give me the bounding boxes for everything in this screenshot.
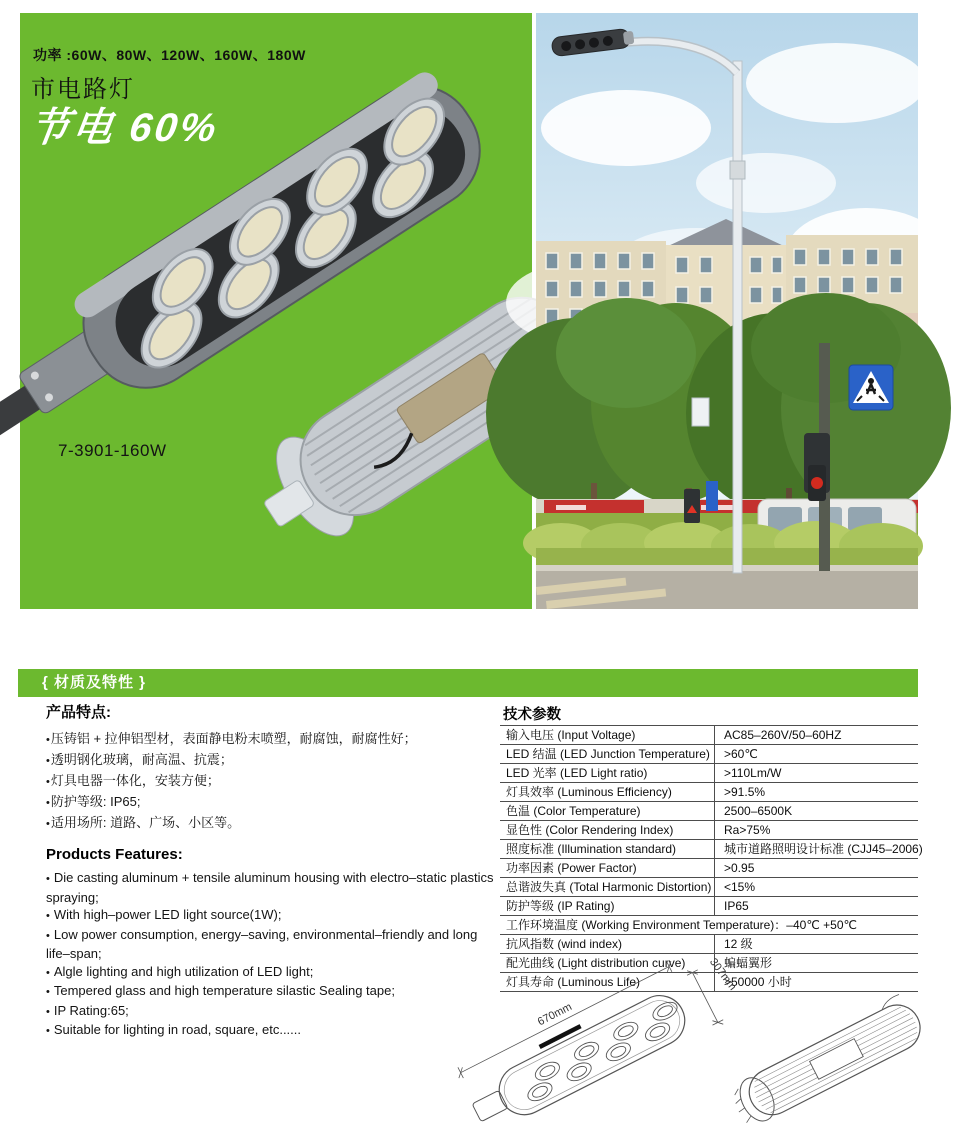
spec-row: 抗风指数 (wind index) 12 级: [500, 935, 918, 954]
features-cn-list: [46, 729, 498, 834]
features-en-block: [46, 846, 498, 1041]
drawing-back: [724, 991, 928, 1129]
specs-table-wrap: [500, 725, 923, 992]
small-sign: [692, 398, 709, 426]
section-header-label: { 材质及特性 }: [42, 674, 147, 691]
features-en-title: Products Features:: [46, 846, 183, 863]
feature-item: • Algle lighting and high utilization of LED light;: [46, 963, 314, 979]
features-column: [46, 701, 498, 1041]
dim-width-label: 307mm: [706, 956, 739, 993]
spec-row: 灯具效率 (Luminous Efficiency) >91.5%: [500, 783, 918, 802]
specs-table: [500, 725, 923, 992]
spec-row: 防护等级 (IP Rating) IP65: [500, 897, 918, 916]
street-scene: [536, 13, 918, 609]
spec-row: 输入电压 (Input Voltage) AC85–260V/50–60HZ: [500, 726, 918, 745]
model-number: 7-3901-160W: [58, 441, 167, 460]
feature-item: •适用场所: 道路、广场、小区等。: [46, 815, 241, 830]
features-en-list: [46, 869, 498, 1041]
dim-length-label: 670mm: [535, 1000, 574, 1029]
spec-row: 色温 (Color Temperature) 2500–6500K: [500, 802, 918, 821]
section-header-band: [18, 669, 918, 697]
features-cn-title: 产品特点:: [46, 704, 111, 721]
feature-item: • Die casting aluminum + tensile aluminum housing with electro–static plastics spraying;: [46, 870, 494, 905]
spec-row: 工作环境温度 (Working Environment Temperature)：–40℃ +50℃: [500, 916, 918, 935]
specs-title: 技术参数: [503, 707, 561, 723]
feature-item: • Suitable for lighting in road, square, etc......: [46, 1022, 301, 1037]
feature-item: • Tempered glass and high temperature silastic Sealing tape;: [46, 983, 395, 998]
hero-green-panel: [20, 13, 532, 609]
installation-photo: [536, 13, 918, 609]
pedestrian-crossing-sign: [849, 365, 893, 410]
spec-row: 灯具寿命 (Luminous Life) >50000 小时: [500, 973, 918, 992]
spec-row: 显色性 (Color Rendering Index) Ra>75%: [500, 821, 918, 840]
spec-row: 配光曲线 (Light distribution curve) 蝙蝠翼形: [500, 954, 918, 973]
feature-item: • Low power consumption, energy–saving, environmental–friendly and long life–span;: [46, 926, 478, 961]
spec-row: LED 光率 (LED Light ratio) >110Lm/W: [500, 764, 918, 783]
energy-saving-slogan: 节电 60%: [26, 106, 222, 150]
features-cn-block: [46, 701, 498, 834]
feature-item: •防护等级: IP65;: [46, 794, 141, 809]
curb: [536, 565, 918, 571]
spec-row: 总谐波失真 (Total Harmonic Distortion) <15%: [500, 878, 918, 897]
feature-item: • With high–power LED light source(1W);: [46, 907, 282, 922]
traffic-signal: [804, 433, 830, 501]
spec-row: 功率因素 (Power Factor) >0.95: [500, 859, 918, 878]
spec-row: LED 结温 (LED Junction Temperature) >60℃: [500, 745, 918, 764]
feature-item: •透明钢化玻璃，耐高温、抗震；: [46, 752, 233, 767]
product-title: 市电路灯: [31, 76, 135, 103]
feature-item: •压铸铝 + 拉伸铝型材，表面静电粉末喷塑，耐腐蚀，耐腐性好；: [46, 731, 417, 746]
power-ratings: 功率 :60W、80W、120W、160W、180W: [33, 47, 306, 63]
spec-row: 照度标准 (Illumination standard) 城市道路照明设计标准 (CJJ45–2006): [500, 840, 918, 859]
feature-item: • IP Rating:65;: [46, 1002, 129, 1018]
feature-item: •灯具电器一体化，安装方便；: [46, 773, 220, 788]
